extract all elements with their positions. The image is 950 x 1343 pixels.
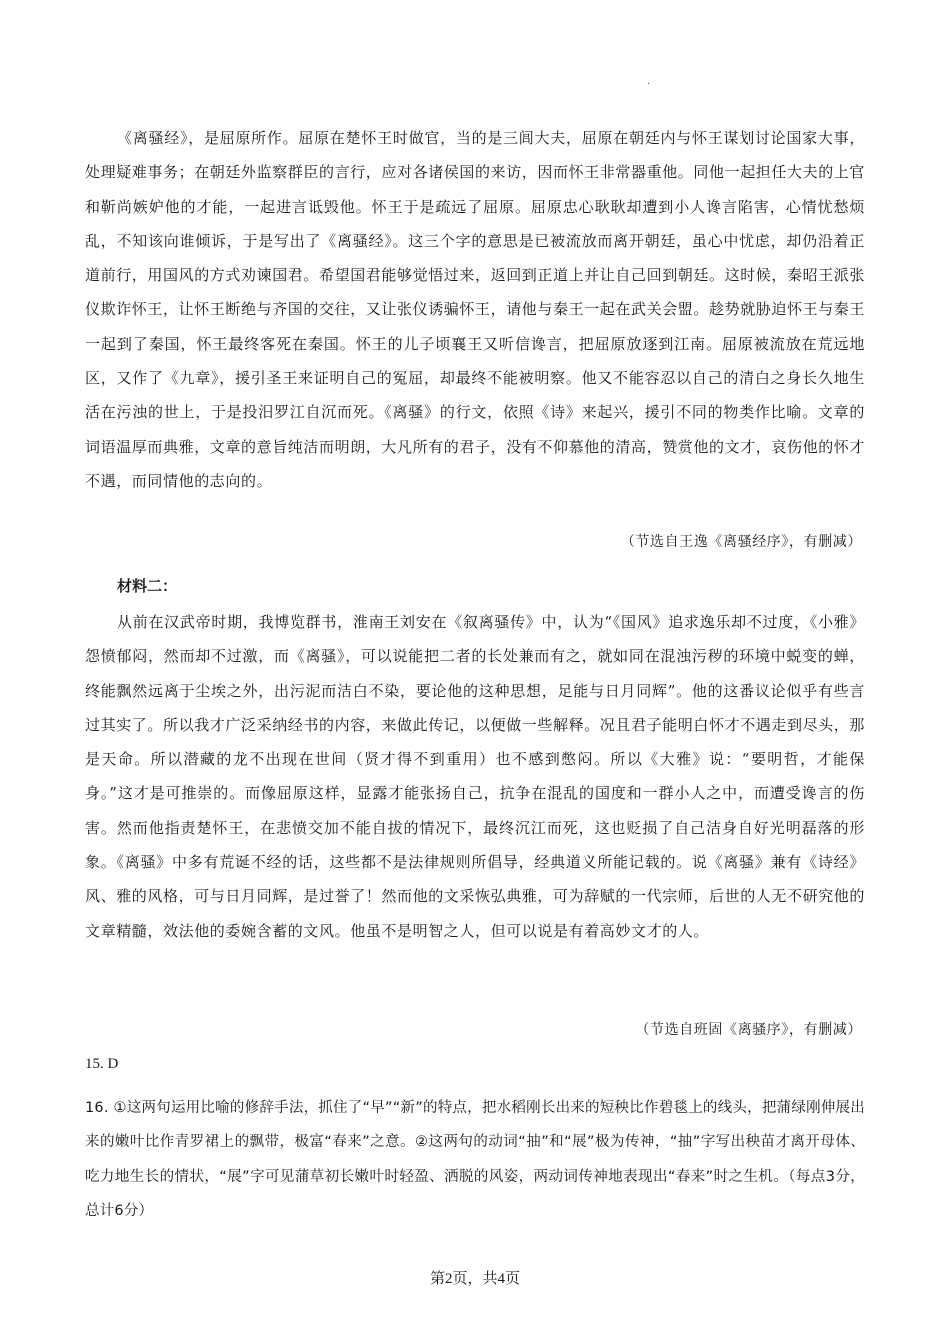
material-two-source: （节选自班固《离骚序》，有删减）: [635, 1022, 862, 1038]
material-one-source: （节选自王逸《离骚经序》，有删减）: [620, 534, 862, 550]
page-number: 第2页，共4页: [429, 1271, 520, 1287]
header-dot: .: [647, 76, 651, 87]
material-two-heading: 材料二：: [117, 577, 178, 595]
material-one-paragraph: 《离骚经》，是屈原所作。屈原在楚怀王时做官，当的是三闾大夫，屈原在朝廷内与怀王谋划讨论国家大事，处理疑难事务；在朝廷外监察群臣的言行，应对各诸侯国的来访，因而怀王非常器重他。同他一起担任大夫的上官和靳尚嫉妒他的才能，一起进言诋毁他。怀王于是疏远了屈原。屈原忠心耿耿却遭到小人谗言陷害，心情忧愁烦乱，不知该向谁倾诉，于是写出了《离骚经》。这三个字的意思是已被流放而离开朝廷，虽心中忧虑，却仍沿着正道前行，用国风的方式劝谏国君。希望国君能够觉悟过来，返回到正道上并让自己回到朝廷。这时候，秦昭王派张仪欺诈怀王，让怀王断绝与齐国的交往，又让张仪诱骗怀王，请他与秦王一起在武关会盟。趁势就胁迫怀王与秦王一起到了秦国，怀王最终客死在秦国。怀王的儿子顷襄王又听信谗言，把屈原放逐到江南。屈原被流放在荒远地区，又作了《九章》，援引圣王来证明自己的冤屈，却最终不能被明察。他又不能容忍以自己的清白之身长久地生活在污浊的世上，于是投汨罗江自沉而死。《离骚》的行文，依照《诗》来起兴，援引不同的物类作比喻。文章的词语温厚而典雅，文章的意旨纯洁而明朗，大凡所有的君子，没有不仰慕他的清高，赞赏他的文才，哀伤他的怀才不遇，而同情他的志向的。: [85, 129, 866, 490]
answer-16: 16. ①这两句运用比喻的修辞手法，抓住了“早”“新”的特点，把水稻刚长出来的短秧比作碧毯上的线头，把蒲绿刚伸展出来的嫩叶比作青罗裙上的飘带，极富“春来”之意。②这两句的动词“抽”和“展”极为传神，“抽”字写出秧苗才离开母体、吃力地生长的情状，“展”字可见蒲草初长嫩叶时轻盈、洒脱的风姿，两动词传神地表现出“春来”时之生机。（每点3分，总计6分）: [85, 1100, 865, 1219]
material-two-paragraph: 从前在汉武帝时期，我博览群书，淮南王刘安在《叙离骚传》中，认为“《国风》追求逸乐却不过度，《小雅》怨愤郁闷，然而却不过激，而《离骚》，可以说能把二者的长处兼而有之，就如同在混浊污秽的环境中蜕变的蝉，终能飘然远离于尘埃之外，出污泥而洁白不染，要论他的这种思想，足能与日月同辉”。他的这番议论似乎有些言过其实了。所以我才广泛采纳经书的内容，来做此传记，以便做一些解释。况且君子能明白怀才不遇走到尽头，那是天命。所以潜藏的龙不出现在世间（贤才得不到重用）也不感到憋闷。所以《大雅》说：“要明哲，才能保身。”这才是可推崇的。而像屈原这样，显露才能张扬自己，抗争在混乱的国度和一群小人之中，而遭受谗言的伤害。然而他指责楚怀王，在悲愤交加不能自拔的情况下，最终沉江而死，这也贬损了自己洁身自好光明磊落的形象。《离骚》中多有荒诞不经的话，这些都不是法律规则所倡导，经典道义所能记载的。说《离骚》兼有《诗经》风、雅的风格，可与日月同辉，是过誉了！然而他的文采恢弘典雅，可为辞赋的一代宗师，后世的人无不研究他的文章精髓，效法他的委婉含蓄的文风。他虽不是明智之人，但可以说是有着高妙文才的人。: [85, 613, 866, 940]
answer-15: 15. D: [85, 1056, 119, 1072]
